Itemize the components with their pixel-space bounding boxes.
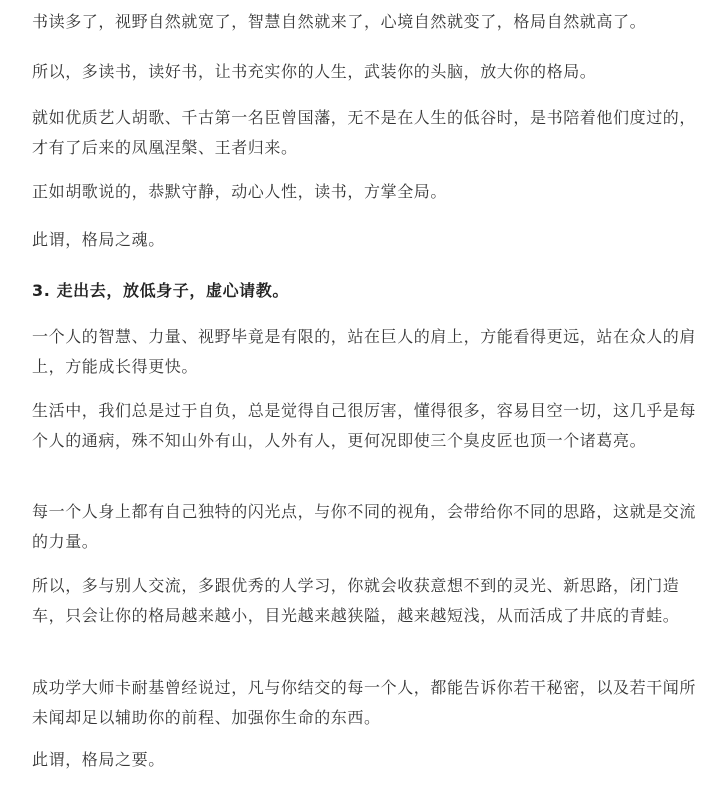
- paragraph: 书读多了，视野自然就宽了，智慧自然就来了，心境自然就变了，格局自然就高了。: [32, 12, 647, 31]
- paragraph: 一个人的智慧、力量、视野毕竟是有限的，站在巨人的肩上，方能看得更远，站在众人的肩上，方能成长得更快。: [32, 327, 697, 376]
- paragraph: 所以，多读书，读好书，让书充实你的人生，武装你的头脑，放大你的格局。: [32, 62, 597, 81]
- paragraph: 所以，多与别人交流，多跟优秀的人学习，你就会收获意想不到的灵光、新思路，闭门造车，只会让你的格局越来越小，目光越来越狭隘，越来越短浅，从而活成了井底的青蛙。: [32, 576, 680, 625]
- paragraph: 此谓，格局之要。: [32, 750, 165, 769]
- paragraph: 就如优质艺人胡歌、千古第一名臣曾国藩，无不是在人生的低谷时，是书陪着他们度过的，才有了后来的凤凰涅槃、王者归来。: [32, 108, 697, 157]
- paragraph: 每一个人身上都有自己独特的闪光点，与你不同的视角，会带给你不同的思路，这就是交流的力量。: [32, 502, 697, 551]
- paragraph: 生活中，我们总是过于自负，总是觉得自己很厉害，懂得很多，容易目空一切，这几乎是每个人的通病，殊不知山外有山，人外有人，更何况即使三个臭皮匠也顶一个诸葛亮。: [32, 401, 697, 450]
- section-heading: 3. 走出去，放低身子，虚心请教。: [32, 281, 289, 300]
- paragraph: 此谓，格局之魂。: [32, 230, 165, 249]
- paragraph: 成功学大师卡耐基曾经说过，凡与你结交的每一个人，都能告诉你若干秘密，以及若干闻所未闻却足以辅助你的前程、加强你生命的东西。: [32, 678, 697, 727]
- paragraph: 正如胡歌说的，恭默守静，动心人性，读书，方掌全局。: [32, 182, 448, 201]
